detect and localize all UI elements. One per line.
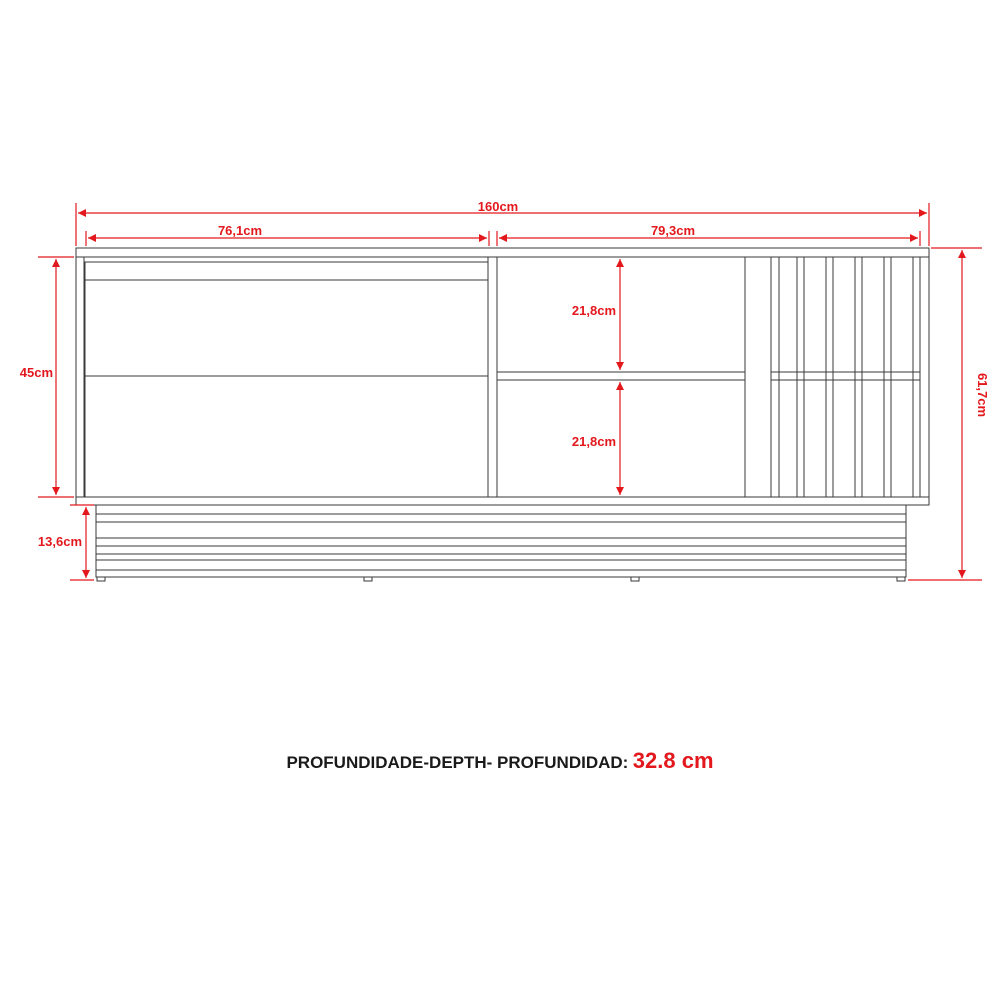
cabinet-body [76, 257, 929, 497]
top-slab [76, 248, 929, 257]
slat [779, 257, 797, 497]
foot [897, 577, 905, 581]
depth-value: 32.8 cm [632, 748, 714, 773]
label-total-width: 160cm [477, 199, 519, 214]
slat [862, 257, 884, 497]
depth-caption: PROFUNDIDADE-DEPTH- PROFUNDIDAD: [286, 753, 629, 772]
label-niche-upper: 21,8cm [571, 303, 616, 318]
label-niche-lower: 21,8cm [571, 434, 616, 449]
base-frame [96, 505, 906, 577]
label-total-height: 61,7cm [975, 372, 990, 418]
slat [891, 257, 913, 497]
open-niche-section [497, 257, 745, 497]
bottom-slab [76, 497, 929, 505]
label-right-width: 79,3cm [650, 223, 696, 238]
slat [804, 257, 826, 497]
slatted-door [771, 257, 920, 497]
foot [364, 577, 372, 581]
slat [833, 257, 855, 497]
foot [631, 577, 639, 581]
slatted-base [96, 505, 906, 577]
feet [97, 577, 905, 581]
label-body-height: 45cm [19, 365, 53, 380]
label-base-height: 13,6cm [37, 534, 82, 549]
drawer-top-rail [85, 262, 488, 280]
left-drawer-section [85, 262, 488, 497]
slat-crossbar [771, 372, 920, 380]
dimension-lines [38, 203, 982, 580]
foot [97, 577, 105, 581]
depth-statement [0, 748, 1000, 774]
drawer-lower [85, 376, 488, 497]
label-left-width: 76,1cm [217, 223, 263, 238]
tv-stand-outline [76, 248, 929, 581]
niche-shelf [497, 372, 745, 380]
drawer-upper [85, 280, 488, 376]
